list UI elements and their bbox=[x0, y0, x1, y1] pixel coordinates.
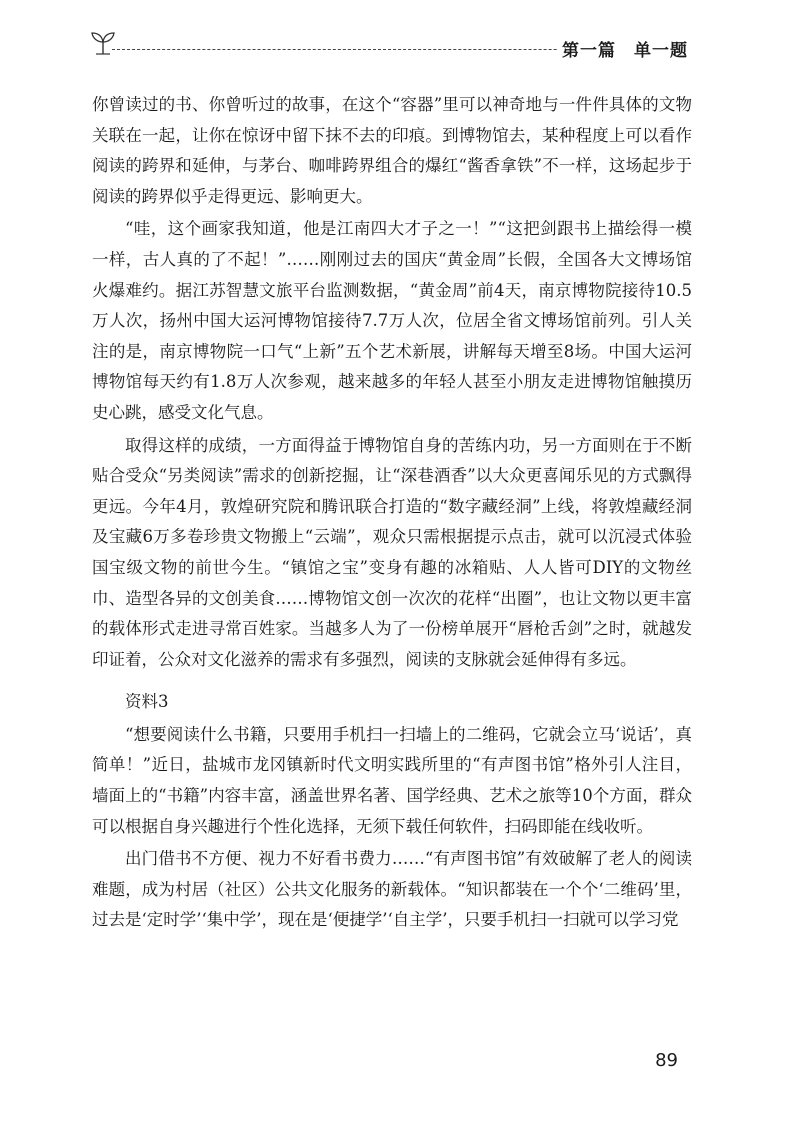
running-header bbox=[88, 30, 688, 60]
section-label: 资料3 bbox=[125, 692, 169, 712]
paragraph-1: 你曾读过的书、你曾听过的故事，在这个“容器”里可以神奇地与一件件具体的文物关联在一起，让你在惊讶中留下抹不去的印痕。到博物馆去，某种程度上可以看作阅读的跨界和延伸，与茅台、咖啡跨界组合的爆红“酱香拿铁”不一样，这场起步于阅读的跨界似乎走得更远、影响更大。 bbox=[92, 95, 692, 206]
paragraph-3: 取得这样的成绩，一方面得益于博物馆自身的苦练内功，另一方面则在于不断贴合受众“另类阅读”需求的创新挖掘，让“深巷酒香”以大众更喜闻乐见的方式飘得更远。今年4月，敦煌研究院和腾讯联合打造的“数字藏经洞”上线，将敦煌藏经洞及宝藏6万多卷珍贵文物搬上“云端”，观众只需根据提示点击，就可以沉浸式体验国宝级文物的前世今生。“镇馆之宝”变身有趣的冰箱贴、人人皆可DIY的文物丝巾、造型各异的文创美食……博物馆文创一次次的花样“出圈”，也让文物以更丰富的载体形式走进寻常百姓家。当越多人为了一份榜单展开“唇枪舌剑”之时，就越发印证着，公众对文化滋养的需求有多强烈，阅读的支脉就会延伸得有多远。 bbox=[92, 435, 692, 669]
sprout-icon bbox=[88, 30, 118, 56]
chapter-title: 第一篇 单一题 bbox=[558, 36, 688, 61]
page-number: 89 bbox=[655, 1050, 678, 1071]
paragraph-4: “想要阅读什么书籍，只要用手机扫一扫墙上的二维码，它就会立马‘说话’，真简单！”近日，盐城市龙冈镇新时代文明实践所里的“有声图书馆”格外引人注目，墙面上的“书籍”内容丰富，涵盖世界名著、国学经典、艺术之旅等10个方面，群众可以根据自身兴趣进行个性化选择，无须下载任何软件，扫码即能在线收听。 bbox=[92, 724, 692, 836]
body-text bbox=[92, 90, 692, 936]
paragraph-5: 出门借书不方便、视力不好看书费力……“有声图书馆”有效破解了老人的阅读难题，成为村居（社区）公共文化服务的新载体。“知识都装在一个个‘二维码’里，过去是‘定时学’‘集中学’，现在是‘便捷学’‘自主学’，只要手机扫一扫就可以学习党 bbox=[92, 849, 692, 930]
paragraph-2: “哇，这个画家我知道，他是江南四大才子之一！”“这把剑跟书上描绘得一模一样，古人真的了不起！”……刚刚过去的国庆“黄金周”长假，全国各大文博场馆火爆难约。据江苏智慧文旅平台监测数据，“黄金周”前4天，南京博物院接待10.5万人次，扬州中国大运河博物馆接待7.7万人次，位居全省文博场馆前列。引人关注的是，南京博物院一口气“上新”五个艺术新展，讲解每天增至8场。中国大运河博物馆每天约有1.8万人次参观，越来越多的年轻人甚至小朋友走进博物馆触摸历史心跳，感受文化气息。 bbox=[92, 219, 692, 422]
